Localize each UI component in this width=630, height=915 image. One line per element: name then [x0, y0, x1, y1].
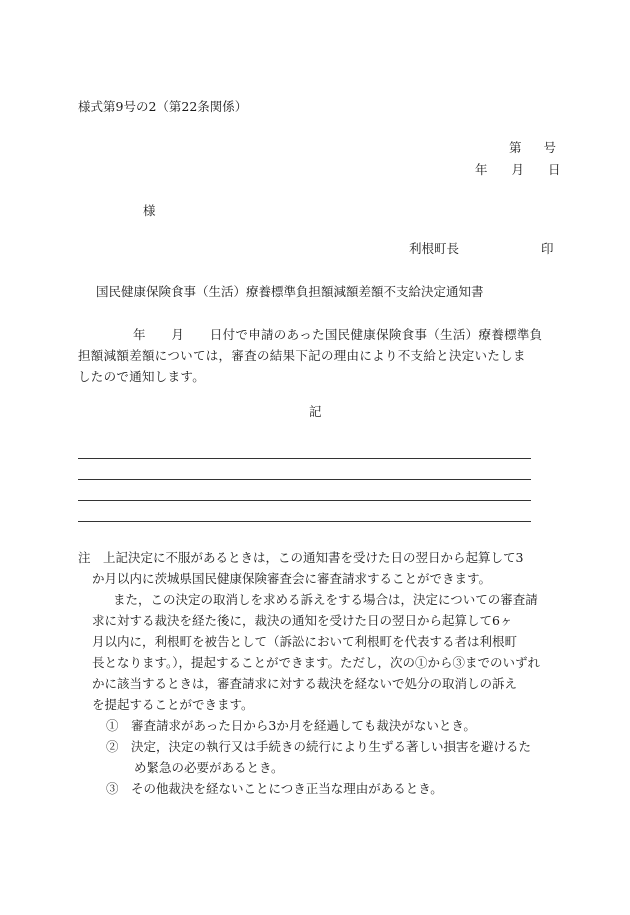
seal-mark: 印: [541, 241, 554, 256]
body-line: したので通知します。: [78, 369, 206, 384]
reason-line: [78, 479, 531, 480]
note-line: 求に対する裁決を経た後に，裁決の通知を受けた日の翌日から起算して6ヶ: [92, 613, 513, 628]
date-year: 年: [475, 162, 488, 177]
note-line: を提起することができます。: [92, 697, 254, 712]
note-item-2: ② 決定，決定の執行又は手続きの続行により生ずる著しい損害を避けるた: [106, 739, 532, 754]
note-line: かに該当するときは，審査請求に対する裁決を経ないで処分の取消しの訴え: [92, 676, 518, 691]
document-title: 国民健康保険食事（生活）療養標準負担額減額差額不支給決定通知書: [96, 284, 484, 299]
note-item-2-cont: め緊急の必要があるとき。: [134, 760, 284, 775]
note-line: また，この決定の取消しを求める訴えをする場合は，決定についての審査請: [113, 592, 538, 607]
ki-heading: 記: [309, 404, 322, 419]
addressee: 様: [143, 203, 156, 218]
document-number-prefix: 第: [509, 140, 522, 155]
body-paragraph: [78, 324, 556, 387]
document-number: [509, 142, 556, 155]
notes-section: [78, 547, 556, 799]
issuer-name: 利根町長: [409, 241, 460, 256]
note-line: 月以内に，利根町を被告として（訴訟において利根町を代表する者は利根町: [92, 634, 518, 649]
note-item-3: ③ その他裁決を経ないことにつき正当な理由があるとき。: [106, 781, 443, 796]
note-item-1: ① 審査請求があった日から3か月を経過しても裁決がないとき。: [106, 718, 476, 733]
form-number: 様式第9号の2（第22条関係）: [78, 99, 248, 114]
reason-line: [78, 500, 531, 501]
note-line: 長となります。），提起することができます。ただし，次の①から③までのいずれ: [92, 655, 541, 670]
reason-line: [78, 458, 531, 459]
date-day: 日: [548, 162, 561, 177]
body-line: 年 月 日付で申請のあった国民健康保険食事（生活）療養標準負: [133, 327, 543, 342]
document-number-suffix: 号: [543, 140, 557, 155]
note-line: か月以内に茨城県国民健康保険審査会に審査請求することができます。: [92, 571, 492, 586]
reason-line: [78, 521, 531, 522]
note-line: 注 上記決定に不服があるときは，この通知書を受けた日の翌日から起算して3: [78, 550, 524, 565]
issue-date: [475, 164, 561, 177]
date-month: 月: [511, 162, 525, 177]
body-line: 担額減額差額については，審査の結果下記の理由により不支給と決定いたしま: [78, 348, 526, 363]
